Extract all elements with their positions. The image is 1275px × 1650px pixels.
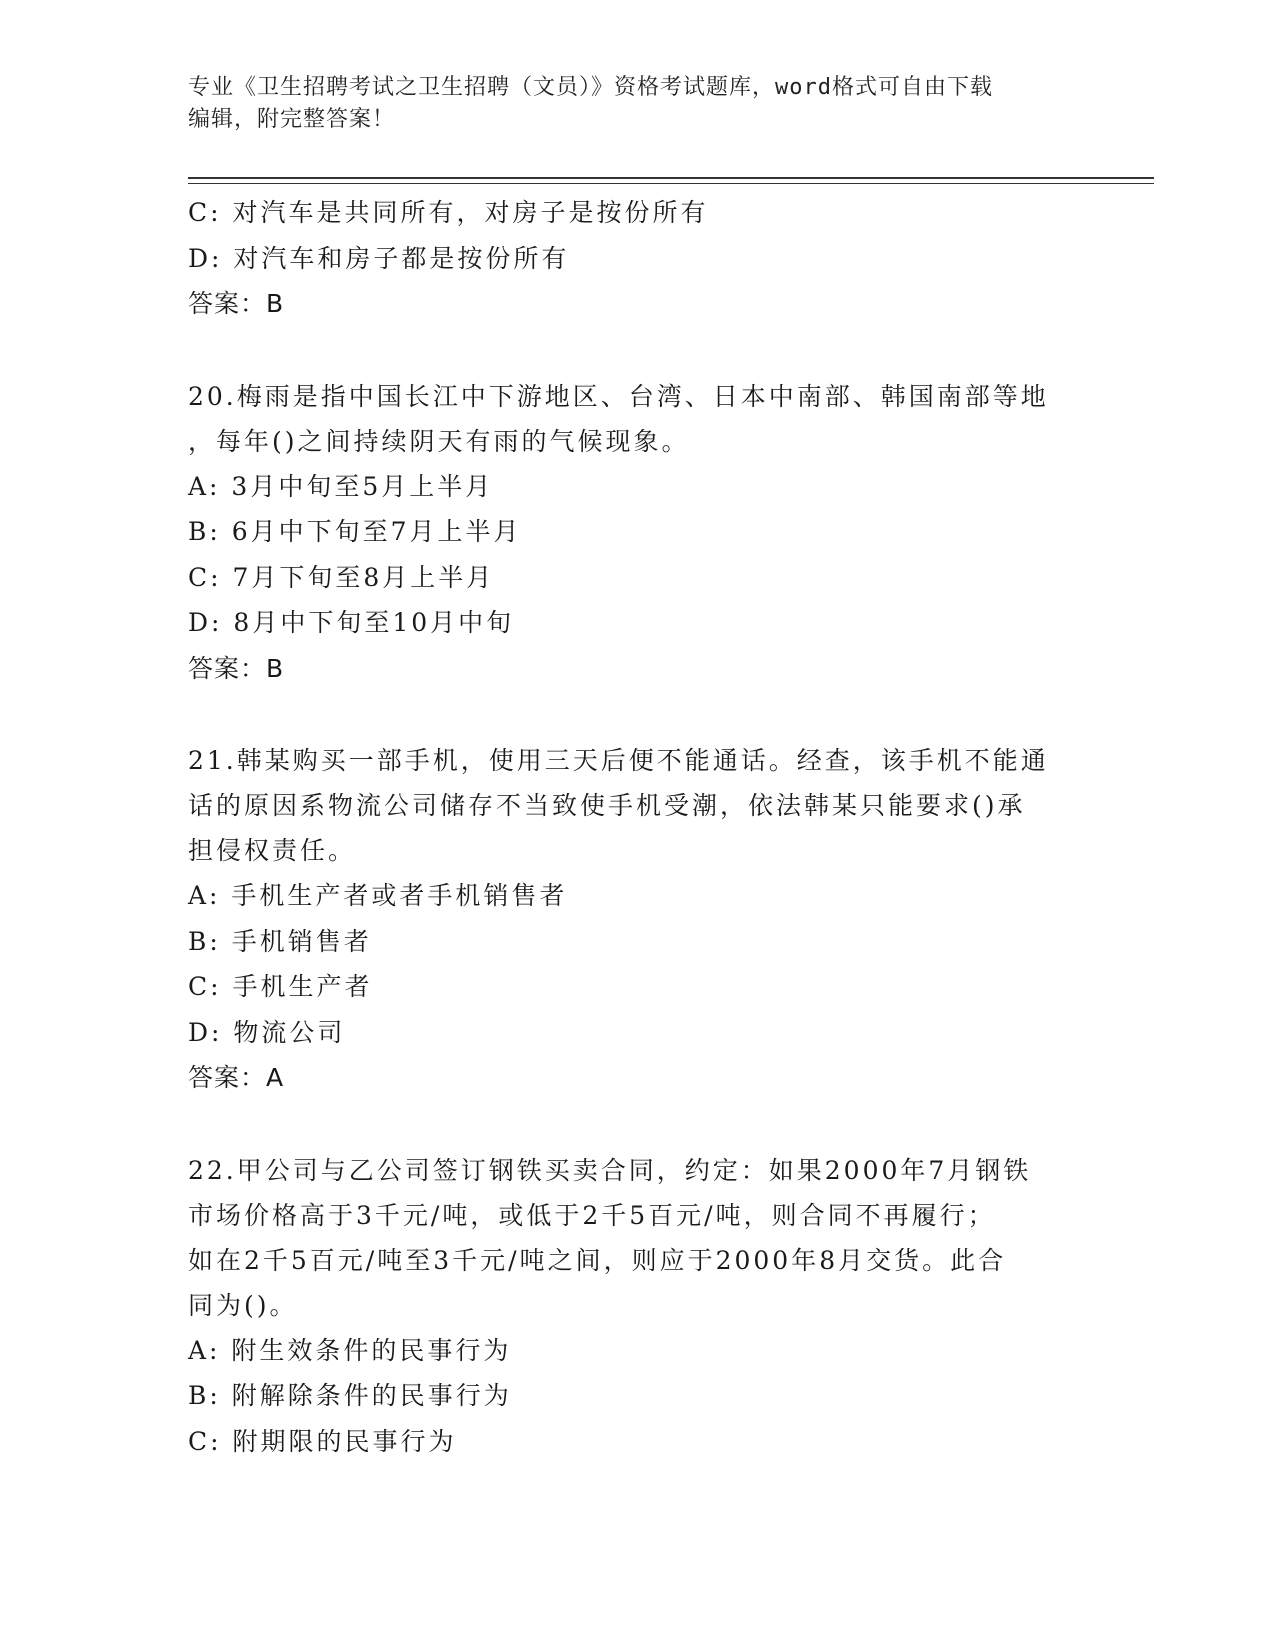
question-text-line: 同为()。 (188, 1290, 298, 1320)
question-text-line: 21.韩某购买一部手机，使用三天后便不能通话。经查，该手机不能通 (188, 746, 1049, 775)
question-text-line: ，每年()之间持续阴天有雨的气候现象。 (188, 426, 690, 456)
option-a: A: 3月中旬至5月上半月 (188, 471, 494, 501)
question-text-line: 20.梅雨是指中国长江中下游地区、台湾、日本中南部、韩国南部等地 (188, 381, 1049, 411)
question-text-line: 市场价格高于3千元/吨，或低于2千5百元/吨，则合同不再履行； (188, 1200, 996, 1230)
question-text-line: 话的原因系物流公司储存不当致使手机受潮，依法韩某只能要求()承 (188, 791, 1026, 820)
option-d: D: 物流公司 (188, 1017, 346, 1047)
option-d: D: 8月中下旬至10月中旬 (188, 608, 515, 637)
option-c: C: 手机生产者 (188, 972, 373, 1001)
option-a: A: 手机生产者或者手机销售者 (188, 881, 568, 910)
header-line-2: 编辑，附完整答案！ (188, 107, 396, 132)
option-d: D: 对汽车和房子都是按份所有 (188, 243, 570, 273)
question-19 (188, 190, 1068, 327)
answer: 答案：A (188, 1063, 285, 1092)
question-20 (188, 374, 1068, 692)
header-divider-thin (188, 183, 1154, 184)
answer: 答案：B (188, 289, 285, 318)
header-divider-thick (188, 177, 1154, 179)
question-text-line: 22.甲公司与乙公司签订钢铁买卖合同，约定：如果2000年7月钢铁 (188, 1155, 1032, 1185)
question-22 (188, 1148, 1068, 1465)
option-b: B: 附解除条件的民事行为 (188, 1381, 512, 1410)
option-b: B: 6月中下旬至7月上半月 (188, 517, 522, 546)
question-text-line: 如在2千5百元/吨至3千元/吨之间，则应于2000年8月交货。此合 (188, 1245, 1007, 1275)
option-a: A: 附生效条件的民事行为 (188, 1335, 512, 1365)
question-content (188, 190, 1068, 1464)
option-b: B: 手机销售者 (188, 926, 372, 956)
option-c: C: 对汽车是共同所有，对房子是按份所有 (188, 198, 709, 227)
document-header (188, 72, 1068, 136)
option-c: C: 7月下旬至8月上半月 (188, 562, 495, 592)
question-text-line: 担侵权责任。 (188, 836, 357, 865)
header-line-1: 专业《卫生招聘考试之卫生招聘（文员）》资格考试题库，word格式可自由下载 (188, 75, 993, 100)
question-21 (188, 738, 1068, 1101)
answer: 答案：B (188, 653, 285, 683)
option-c: C: 附期限的民事行为 (188, 1426, 457, 1456)
